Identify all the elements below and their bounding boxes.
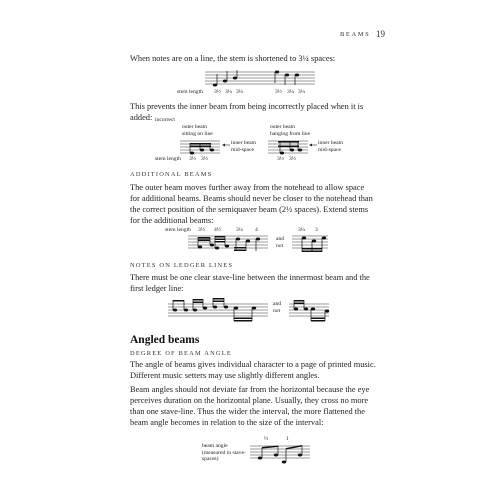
- stem-length-label: stem length: [155, 156, 181, 162]
- arrow-left-icon: [222, 143, 230, 147]
- heading-degree-of-beam-angle: DEGREE OF BEAM ANGLE: [130, 350, 232, 357]
- stem-length-label: stem length: [177, 89, 203, 95]
- inner-beam-mid-space-left: inner beam mid-space: [231, 140, 257, 153]
- caption-outer-beam-hanging: outer beam hanging from line: [270, 124, 311, 137]
- music-example-incorrect-right: [268, 139, 308, 159]
- music-example-incorrect-left: [180, 139, 220, 159]
- heading-additional-beams: ADDITIONAL BEAMS: [130, 171, 213, 178]
- and-not-label: and not: [276, 236, 285, 249]
- paragraph-additional-beams: The outer beam moves further away from the notehead to allow space for additional beams. Beams should never be closer to the notehead than the correct position of the semiquaver beam (2½ spaces). Extend stems for the additional beams:: [130, 183, 373, 225]
- music-example-additional-beams: [188, 234, 268, 256]
- paragraph-inner-beam: This prevents the inner beam from being incorrectly placed when it is added:: [130, 102, 364, 122]
- paragraph-stem-shortened: When notes are on a line, the stem is shortened to 3¼ spaces:: [130, 54, 336, 63]
- incorrect-label: incorrect: [155, 117, 175, 123]
- paragraph-ledger-lines: There must be one clear stave-line between the innermost beam and the first ledger line:: [130, 273, 370, 293]
- beam-angle-label: beam angle (measured in stave-spaces): [202, 443, 246, 462]
- music-example-ledger-lines-wrong: [289, 296, 329, 324]
- inner-beam-mid-space-right: inner beam mid-space: [318, 140, 344, 153]
- caption-outer-beam-sitting: outer beam sitting on line: [182, 124, 213, 137]
- section-title-angled-beams: Angled beams: [130, 334, 200, 346]
- paragraph-beam-angle-deviation: Beam angles should not deviate far from the horizontal because the eye perceives duration on the horizontal plane. Usually, they cross no more than one stave-line. Thus the wider the interval, the more flattened the beam angle becomes in relation to the size of the interval:: [130, 385, 370, 427]
- music-example-stem-length: [205, 70, 315, 100]
- music-example-additional-beams-wrong: [292, 234, 328, 256]
- and-not-label: and not: [273, 301, 282, 314]
- paragraph-beam-angle-character: The angle of beams gives individual character to a page of printed music. Different music setters may use slightly different angles.: [130, 360, 376, 380]
- page-number: 19: [376, 29, 385, 39]
- music-example-beam-angle: [250, 444, 310, 468]
- heading-ledger-lines: NOTES ON LEDGER LINES: [130, 262, 234, 269]
- stem-length-label: stem length: [165, 227, 191, 233]
- arrow-left-icon: [309, 143, 317, 147]
- music-example-ledger-lines: [168, 296, 268, 324]
- running-head: BEAMS: [340, 31, 371, 38]
